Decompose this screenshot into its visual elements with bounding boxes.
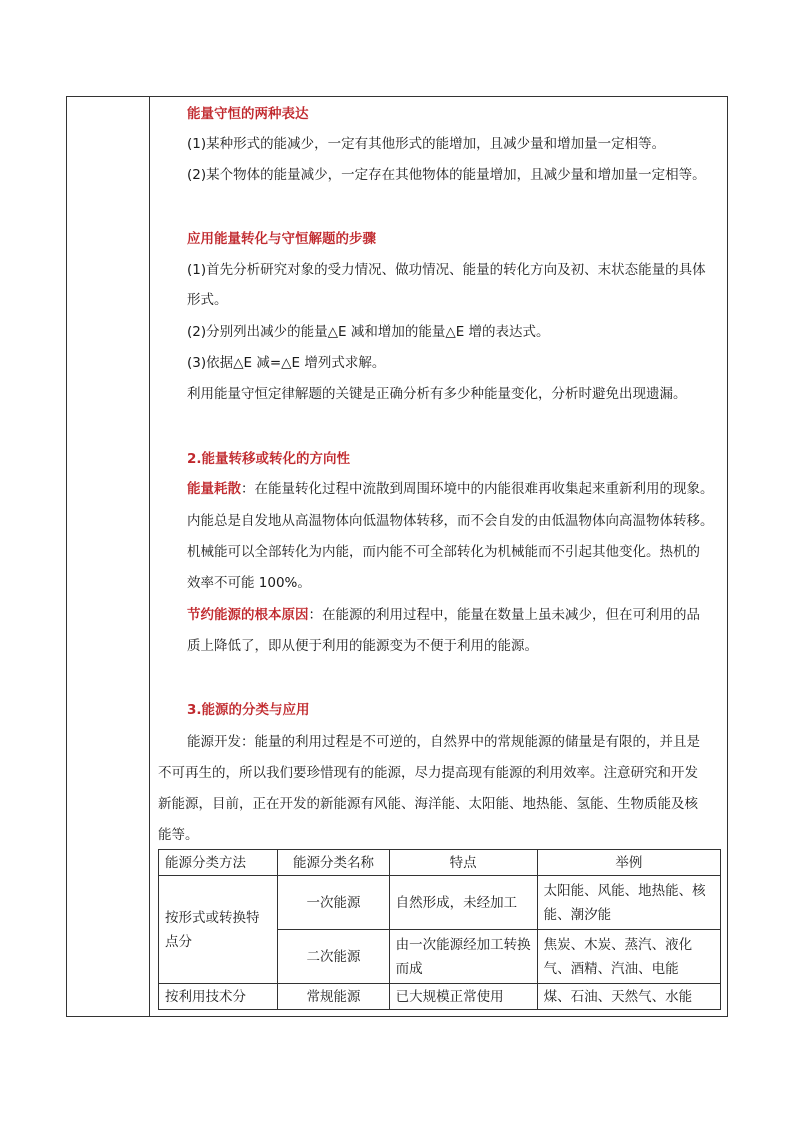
method-form-conversion: 按形式或转换特点分: [159, 876, 278, 984]
header-example: 举例: [537, 850, 720, 876]
secondary-energy-name: 二次能源: [278, 930, 389, 984]
conventional-energy-example: 煤、石油、天然气、水能: [537, 984, 720, 1010]
steps-point-1a: (1)首先分析研究对象的受力情况、做功情况、能量的转化方向及初、末状态能量的具体: [187, 262, 706, 278]
dissipation-line: [187, 479, 714, 499]
dissipation-label: 能量耗散: [187, 481, 241, 497]
primary-energy-name: 一次能源: [278, 876, 389, 930]
steps-heading: 应用能量转化与守恒解题的步骤: [187, 231, 376, 247]
internal-energy-line: 内能总是自发地从高温物体向低温物体转移，而不会自发的由低温物体向高温物体转移。: [187, 513, 714, 529]
left-column-divider: [149, 96, 150, 1017]
energy-development-line-d: 能等。: [158, 827, 199, 843]
section-3-heading: 3.能源的分类与应用: [187, 702, 310, 718]
secondary-energy-feature: 由一次能源经加工转换而成: [389, 930, 537, 984]
primary-energy-feature: 自然形成，未经加工: [389, 876, 537, 930]
conservation-heading: 能量守恒的两种表达: [187, 106, 309, 122]
saving-text-a: ：在能源的利用过程中，能量在数量上虽未减少，但在可利用的品: [308, 607, 700, 623]
conventional-energy-feature: 已大规模正常使用: [389, 984, 537, 1010]
table-header-row: [159, 850, 721, 876]
energy-development-line-b: 不可再生的，所以我们要珍惜现有的能源，尽力提高现有能源的利用效率。注意研究和开发: [158, 765, 698, 781]
steps-key-note: 利用能量守恒定律解题的关键是正确分析有多少种能量变化，分析时避免出现遗漏。: [187, 386, 687, 402]
dissipation-text: ：在能量转化过程中流散到周围环境中的内能很难再收集起来重新利用的现象。: [241, 481, 714, 497]
conventional-energy-name: 常规能源: [278, 984, 389, 1010]
conservation-point-2: (2)某个物体的能量减少，一定存在其他物体的能量增加，且减少量和增加量一定相等。: [187, 167, 706, 183]
conservation-point-1: (1)某种形式的能减少，一定有其他形式的能增加，且减少量和增加量一定相等。: [187, 136, 666, 152]
primary-energy-example: 太阳能、风能、地热能、核能、潮汐能: [537, 876, 720, 930]
steps-point-3: (3)依据△E 减=△E 增列式求解。: [187, 355, 386, 371]
steps-point-1b: 形式。: [187, 292, 228, 308]
header-name: 能源分类名称: [278, 850, 389, 876]
steps-point-2: (2)分别列出减少的能量△E 减和增加的能量△E 增的表达式。: [187, 324, 550, 340]
energy-development-line-c: 新能源，目前，正在开发的新能源有风能、海洋能、太阳能、地热能、氢能、生物质能及核: [158, 796, 698, 812]
method-technology: 按利用技术分: [159, 984, 278, 1010]
saving-line-a: [187, 605, 700, 625]
header-feature: 特点: [389, 850, 537, 876]
table-row: [159, 984, 721, 1010]
mechanical-energy-line-a: 机械能可以全部转化为内能，而内能不可全部转化为机械能而不引起其他变化。热机的: [187, 544, 700, 560]
section-2-heading: 2.能量转移或转化的方向性: [187, 451, 351, 467]
energy-development-line-a: 能源开发：能量的利用过程是不可逆的，自然界中的常规能源的储量是有限的，并且是: [187, 734, 700, 750]
table-row: [159, 876, 721, 930]
secondary-energy-example: 焦炭、木炭、蒸汽、液化气、酒精、汽油、电能: [537, 930, 720, 984]
saving-label: 节约能源的根本原因: [187, 607, 309, 623]
energy-classification-table: [158, 849, 721, 1010]
mechanical-energy-line-b: 效率不可能 100%。: [187, 575, 311, 591]
saving-line-b: 质上降低了，即从便于利用的能源变为不便于利用的能源。: [187, 638, 538, 654]
header-method: 能源分类方法: [159, 850, 278, 876]
